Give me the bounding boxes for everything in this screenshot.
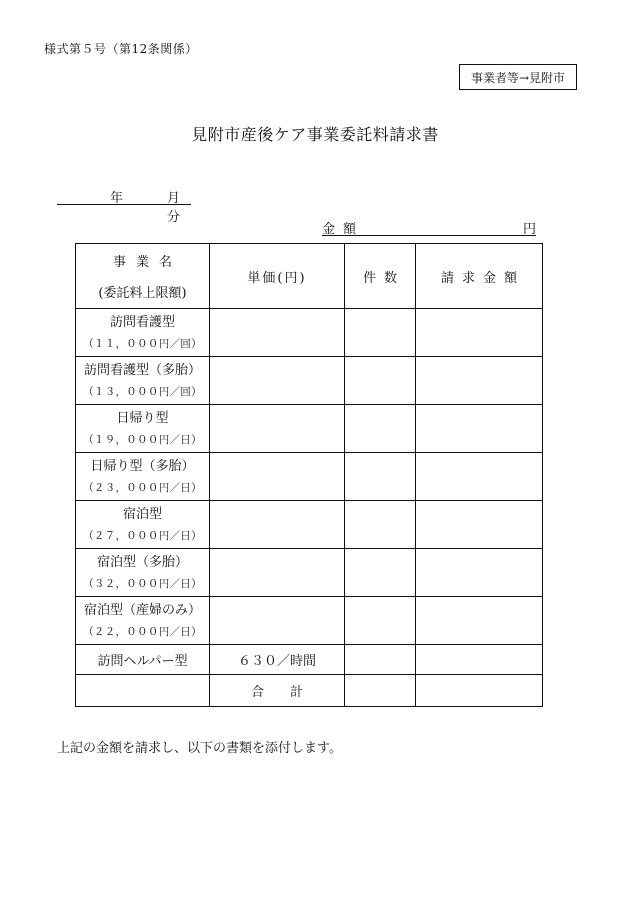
- billing-amount-cell[interactable]: [416, 501, 543, 549]
- header-billing-amount: [416, 244, 543, 309]
- count-cell[interactable]: [345, 357, 416, 405]
- unit-price-cell[interactable]: [210, 501, 345, 549]
- table-row: [76, 453, 543, 501]
- count-cell[interactable]: [345, 645, 416, 675]
- service-name: 宿泊型（産婦のみ）: [83, 602, 201, 618]
- table-row-total: [76, 675, 543, 707]
- billing-amount-cell[interactable]: [416, 645, 543, 675]
- header-fee-limit-label: (委託料上限額): [98, 286, 187, 301]
- unit-price-cell[interactable]: [210, 597, 345, 645]
- amount-label: 金額: [322, 222, 365, 237]
- count-cell[interactable]: [345, 597, 416, 645]
- unit-price-cell[interactable]: [210, 309, 345, 357]
- service-cell: [76, 453, 210, 501]
- billing-amount-cell[interactable]: [416, 405, 543, 453]
- blank-cell: [76, 675, 210, 707]
- service-limit: （２２，０００円／日）: [83, 625, 202, 638]
- service-limit: （３２，０００円／日）: [83, 577, 202, 590]
- table-row: [76, 501, 543, 549]
- header-service-name: [76, 244, 210, 309]
- unit-price-cell[interactable]: [210, 405, 345, 453]
- service-cell: [76, 309, 210, 357]
- unit-price-cell[interactable]: [210, 549, 345, 597]
- service-cell: [76, 597, 210, 645]
- service-cell: [76, 405, 210, 453]
- billing-amount-cell[interactable]: [416, 453, 543, 501]
- table-row: [76, 357, 543, 405]
- billing-amount-cell[interactable]: [416, 597, 543, 645]
- service-name: 訪問看護型（多胎）: [83, 362, 201, 378]
- table-row: [76, 405, 543, 453]
- billing-period-field[interactable]: [57, 186, 191, 225]
- unit-price-cell[interactable]: [210, 453, 345, 501]
- unit-price-cell: [210, 645, 345, 675]
- table-row: [76, 549, 543, 597]
- page-title: 見附市産後ケア事業委託料請求書: [191, 125, 439, 144]
- count-cell[interactable]: [345, 309, 416, 357]
- header-count-label: 件数: [362, 270, 405, 286]
- header-billing-amount-label: 請求金額: [440, 270, 525, 286]
- billing-table: [75, 243, 543, 707]
- total-label: 合計: [250, 685, 329, 700]
- service-name: 宿泊型: [122, 506, 162, 522]
- service-cell: [76, 549, 210, 597]
- yen-unit-label: 円: [522, 222, 536, 237]
- header-service-name-label: 事業名: [112, 255, 182, 270]
- service-name: 訪問看護型: [109, 314, 175, 330]
- service-limit: （２３，０００円／日）: [83, 481, 202, 494]
- total-count-cell[interactable]: [345, 675, 416, 707]
- table-row: [76, 597, 543, 645]
- footer-note: 上記の金額を請求し、以下の書類を添付します。: [57, 741, 342, 756]
- service-name: 訪問ヘルパー型: [97, 654, 188, 669]
- count-cell[interactable]: [345, 501, 416, 549]
- table-row: [76, 309, 543, 357]
- total-amount-cell[interactable]: [416, 675, 543, 707]
- service-limit: （１９，０００円／日）: [83, 433, 202, 446]
- route-box: 事業者等→見附市: [459, 64, 577, 90]
- billing-amount-cell[interactable]: [416, 309, 543, 357]
- header-unit-price: [210, 244, 345, 309]
- header-unit-price-label: 単価(円): [247, 270, 307, 286]
- service-name: 日帰り型（多胎）: [90, 458, 195, 474]
- unit-price-cell[interactable]: [210, 357, 345, 405]
- count-cell[interactable]: [345, 453, 416, 501]
- year-label: 年: [110, 191, 124, 206]
- service-cell: [76, 645, 210, 675]
- total-label-cell: [210, 675, 345, 707]
- form-number: 様式第５号（第12条関係）: [44, 42, 198, 56]
- header-count: [345, 244, 416, 309]
- table-header-row: [76, 244, 543, 309]
- count-cell[interactable]: [345, 405, 416, 453]
- service-cell: [76, 357, 210, 405]
- total-amount-field[interactable]: [322, 218, 536, 236]
- service-limit: （１１，０００円／回）: [83, 337, 202, 350]
- service-limit: （１３，０００円／回）: [83, 385, 202, 398]
- service-name: 日帰り型: [116, 410, 169, 426]
- helper-unit-price: ６３０／時間: [237, 654, 316, 669]
- month-label: 月分: [167, 191, 181, 225]
- billing-amount-cell[interactable]: [416, 549, 543, 597]
- service-cell: [76, 501, 210, 549]
- billing-amount-cell[interactable]: [416, 357, 543, 405]
- table-row-helper: [76, 645, 543, 675]
- count-cell[interactable]: [345, 549, 416, 597]
- service-limit: （２７，０００円／日）: [83, 529, 202, 542]
- service-name: 宿泊型（多胎）: [96, 554, 188, 570]
